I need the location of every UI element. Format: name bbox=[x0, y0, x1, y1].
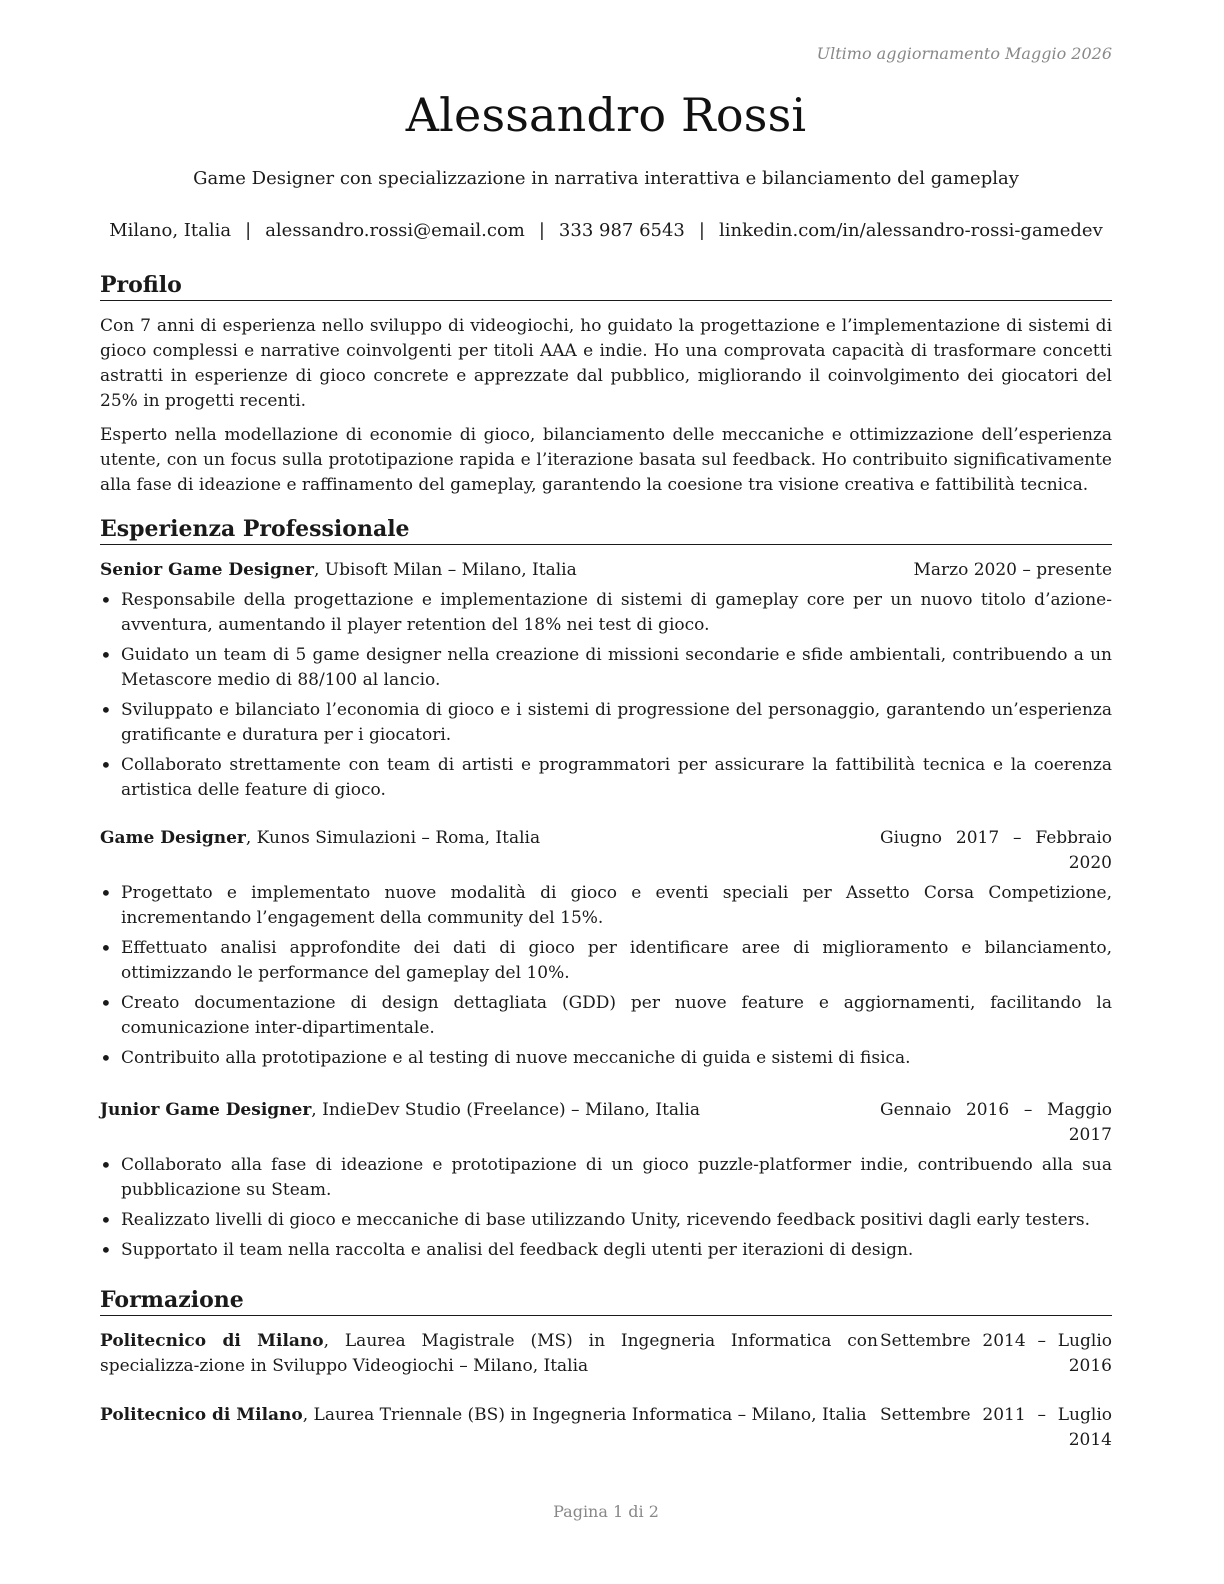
last-updated: Ultimo aggiornamento Maggio 2026 bbox=[816, 44, 1112, 63]
candidate-name: Alessandro Rossi bbox=[405, 88, 807, 142]
job-company: , Ubisoft Milan – Milano, Italia bbox=[314, 560, 577, 580]
list-item: • Guidato un team di 5 game designer nella creazione di missioni secondarie e sfide ambientali, contribuendo a un Metascore medio di 88/100 al lancio. bbox=[100, 643, 1112, 693]
list-item: • Responsabile della progettazione e implementazione di sistemi di gameplay core per un nuovo titolo d’azione-avventura, aumentando il player retention del 18% nei test di gioco. bbox=[100, 588, 1112, 638]
contact-separator: | bbox=[698, 220, 705, 241]
list-item: • Collaborato alla fase di ideazione e prototipazione di un gioco puzzle-platformer indie, contribuendo alla sua pubblicazione su Steam. bbox=[100, 1153, 1112, 1203]
job-dates: Giugno 2017 – Febbraio 2020 bbox=[880, 828, 1112, 873]
job-role: Junior Game Designer bbox=[100, 1100, 312, 1120]
job-role: Game Designer bbox=[100, 828, 246, 848]
education-school: Politecnico di Milano bbox=[100, 1331, 324, 1351]
contact-separator: | bbox=[538, 220, 545, 241]
contact-email[interactable]: alessandro.rossi@email.com bbox=[265, 220, 525, 241]
education-detail: , Laurea Triennale (BS) in Ingegneria Informatica – Milano, Italia bbox=[302, 1405, 867, 1425]
education-dates: Settembre 2014 – Luglio 2016 bbox=[880, 1331, 1112, 1376]
contact-phone[interactable]: 333 987 6543 bbox=[558, 220, 685, 241]
list-item: • Effettuato analisi approfondite dei dati di gioco per identificare aree di miglioramento e bilanciamento, ottimizzando le performance del gameplay del 10%. bbox=[100, 936, 1112, 986]
job-company: , IndieDev Studio (Freelance) – Milano, Italia bbox=[311, 1100, 701, 1120]
contact-location: Milano, Italia bbox=[109, 220, 232, 241]
list-item: • Supportato il team nella raccolta e analisi del feedback degli utenti per iterazioni di design. bbox=[100, 1238, 1112, 1263]
education-school: Politecnico di Milano bbox=[100, 1405, 303, 1425]
tagline: Game Designer con specializzazione in narrativa interattiva e bilanciamento del gameplay bbox=[193, 168, 1019, 189]
job-role: Senior Game Designer bbox=[100, 560, 314, 580]
education-entry bbox=[100, 1403, 878, 1428]
job-bullets bbox=[100, 1153, 1112, 1268]
job-company: , Kunos Simulazioni – Roma, Italia bbox=[245, 828, 541, 848]
page-number: Pagina 1 di 2 bbox=[553, 1502, 659, 1521]
education-entry bbox=[100, 1329, 878, 1379]
list-item: • Contribuito alla prototipazione e al testing di nuove meccaniche di guida e sistemi di fisica. bbox=[100, 1046, 1112, 1071]
job-dates: Gennaio 2016 – Maggio 2017 bbox=[880, 1100, 1112, 1145]
education-dates: Settembre 2011 – Luglio 2014 bbox=[880, 1405, 1112, 1450]
list-item: • Collaborato strettamente con team di artisti e programmatori per assicurare la fattibilità tecnica e la coerenza artistica delle feature di gioco. bbox=[100, 753, 1112, 803]
contact-line bbox=[80, 220, 1132, 241]
list-item: • Creato documentazione di design dettagliata (GDD) per nuove feature e aggiornamenti, facilitando la comunicazione inter-dipartimentale. bbox=[100, 991, 1112, 1041]
resume-page bbox=[100, 0, 1112, 1584]
job-dates: Marzo 2020 – presente bbox=[913, 560, 1112, 580]
section-title-experience: Esperienza Professionale bbox=[100, 515, 1112, 545]
list-item: • Sviluppato e bilanciato l’economia di gioco e i sistemi di progressione del personaggio, garantendo un’esperienza gratificante e duratura per i giocatori. bbox=[100, 698, 1112, 748]
profile-paragraph: Esperto nella modellazione di economie di gioco, bilanciamento delle meccaniche e ottimizzazione dell’esperienza utente, con un focus sulla prototipazione rapida e l’iterazione basata sul feedback. Ho contribuito significativamente alla fase di ideazione e raffinamento del gameplay, garantendo la coesione tra visione creativa e fattibilità tecnica. bbox=[100, 425, 1112, 495]
contact-linkedin[interactable]: linkedin.com/in/alessandro-rossi-gamedev bbox=[718, 220, 1103, 241]
list-item: • Progettato e implementato nuove modalità di gioco e eventi speciali per Assetto Corsa Competizione, incrementando l’engagement della community del 15%. bbox=[100, 881, 1112, 931]
job-bullets bbox=[100, 588, 1112, 808]
list-item: • Realizzato livelli di gioco e meccaniche di base utilizzando Unity, ricevendo feedback positivi dagli early testers. bbox=[100, 1208, 1112, 1233]
section-title-profile: Profilo bbox=[100, 271, 1112, 301]
section-title-education: Formazione bbox=[100, 1286, 1112, 1316]
job-bullets bbox=[100, 881, 1112, 1076]
contact-separator: | bbox=[245, 220, 252, 241]
education-detail: , Laurea Magistrale (MS) in Ingegneria Informatica con specializza-zione in Sviluppo Videogiochi – Milano, Italia bbox=[100, 1331, 878, 1376]
profile-paragraph: Con 7 anni di esperienza nello sviluppo di videogiochi, ho guidato la progettazione e l’implementazione di sistemi di gioco complessi e narrative coinvolgenti per titoli AAA e indie. Ho una comprovata capacità di trasformare concetti astratti in esperienze di gioco concrete e apprezzate dal pubblico, migliorando il coinvolgimento dei giocatori del 25% in progetti recenti. bbox=[100, 316, 1112, 411]
